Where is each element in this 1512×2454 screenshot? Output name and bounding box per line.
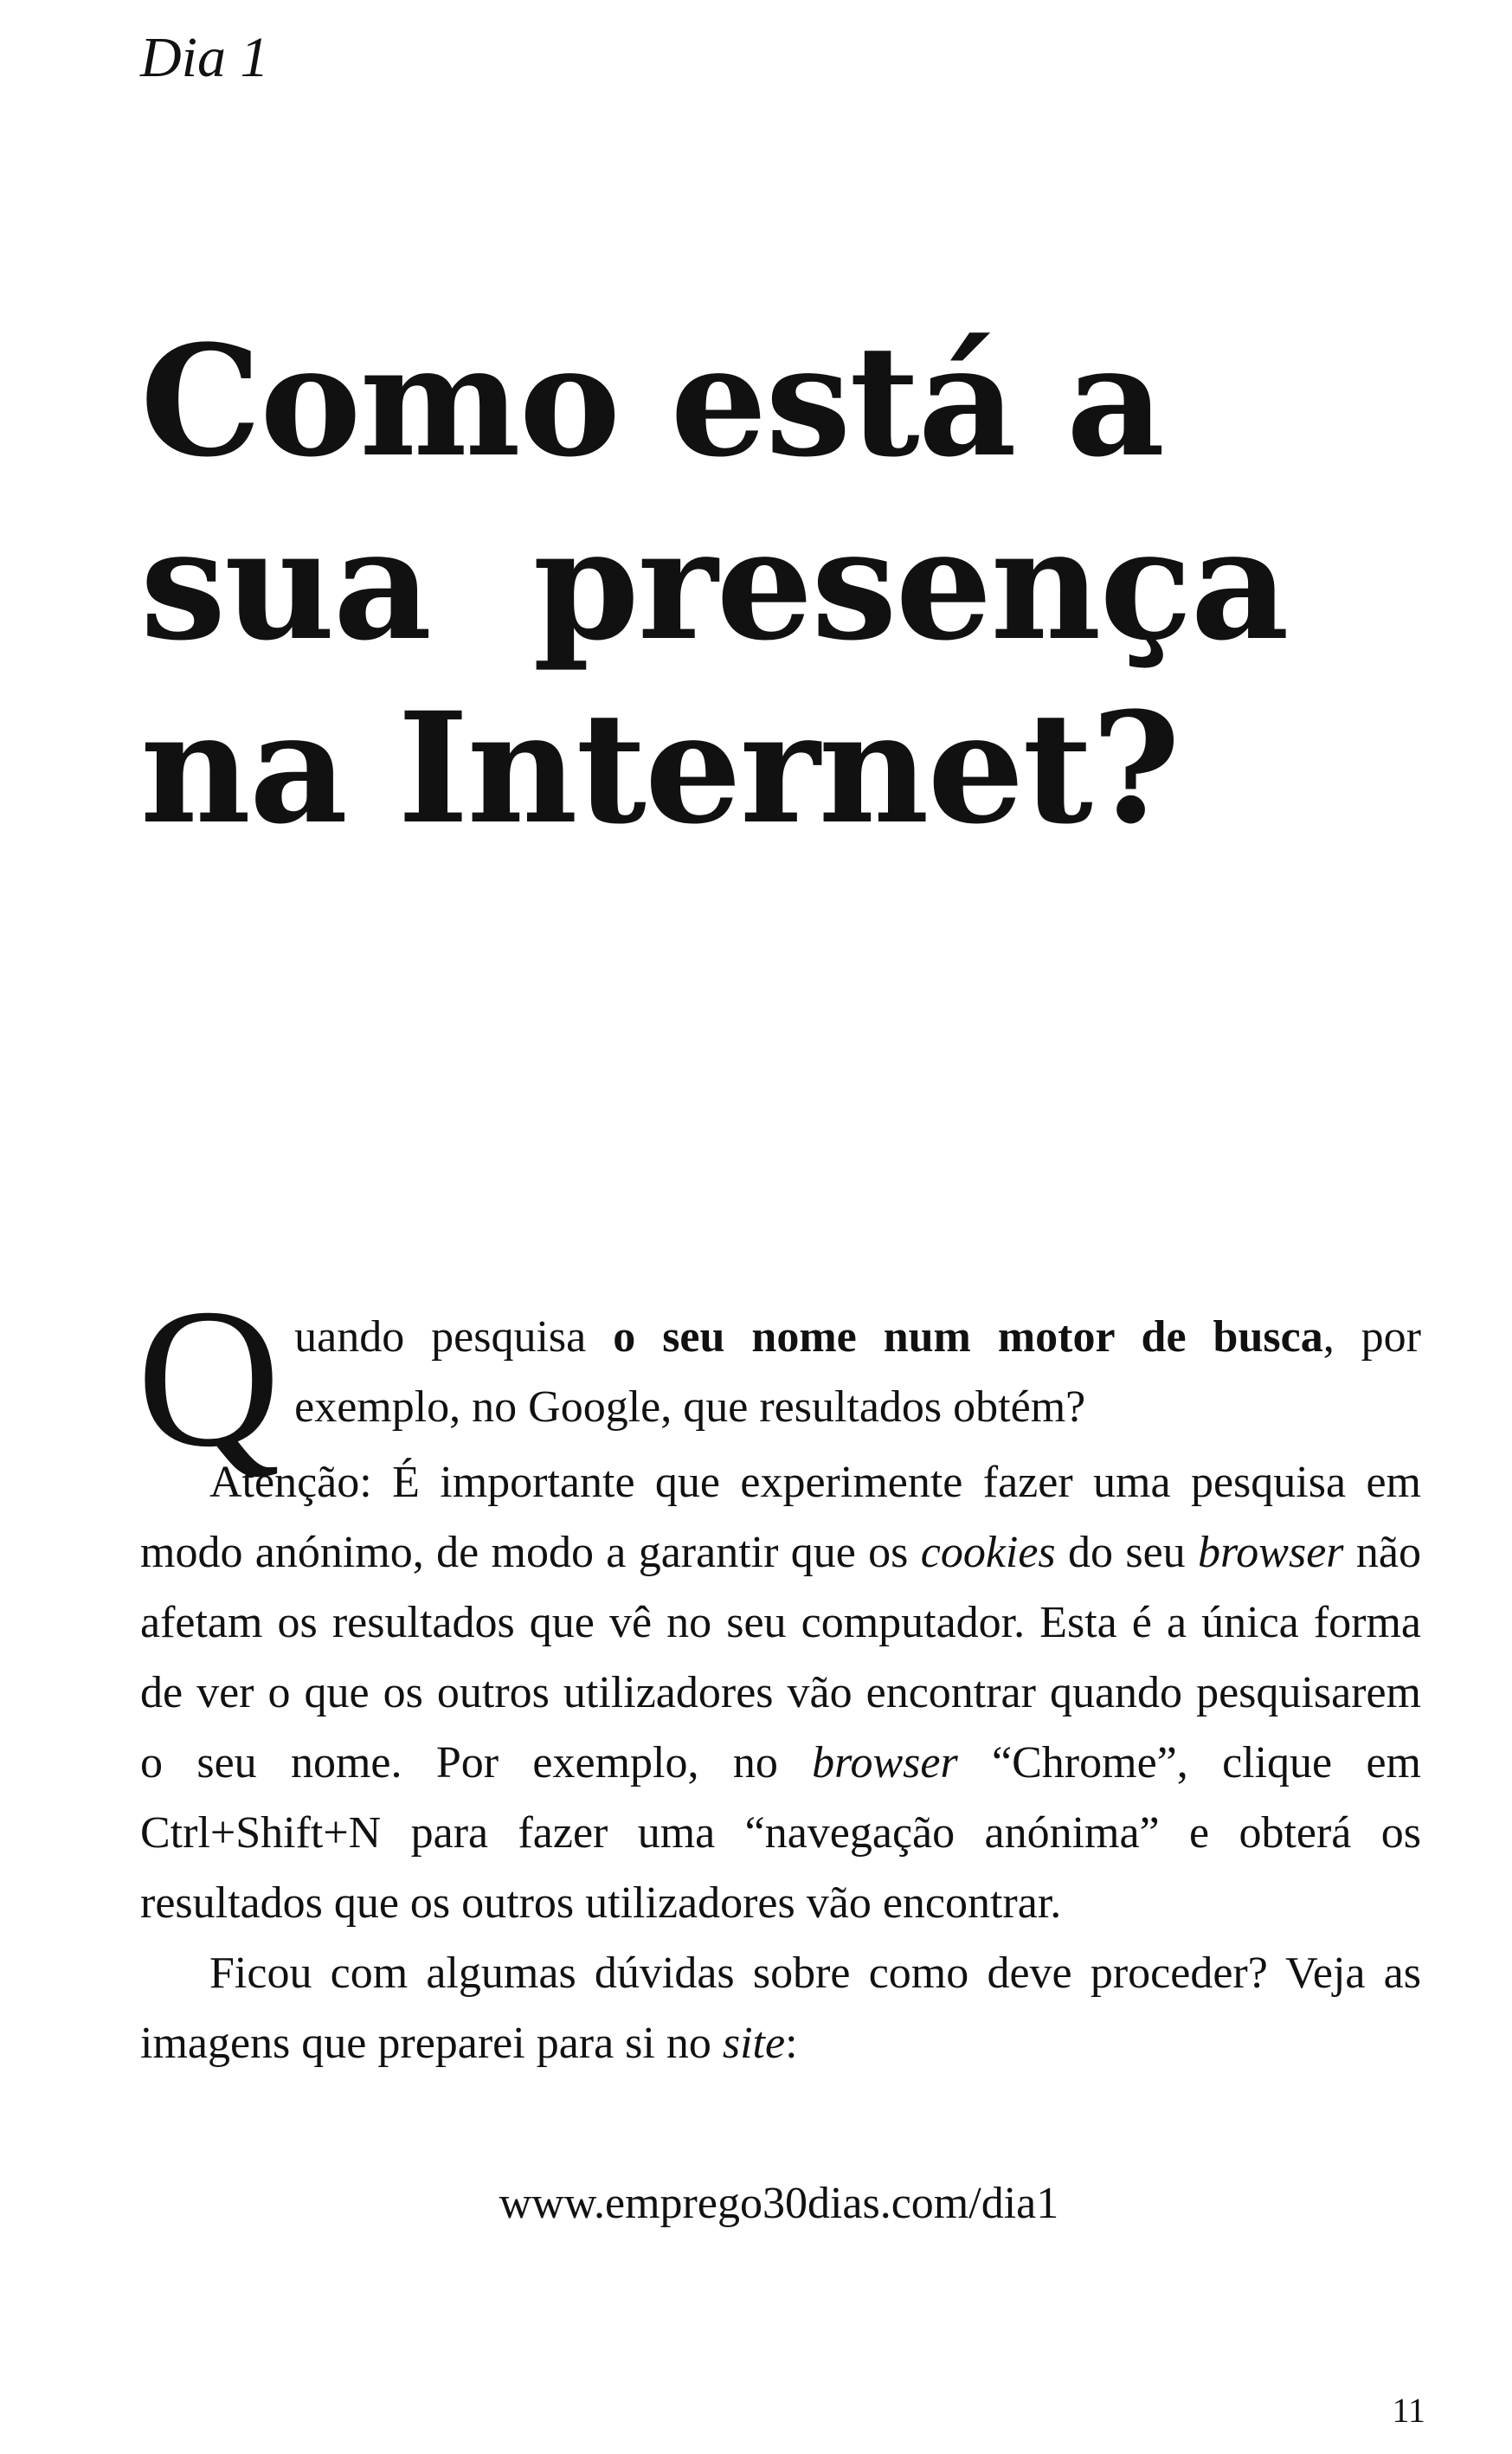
intro-bold-text: o seu nome num motor de busca [613,1312,1323,1362]
attention-italic-browser: browser [1198,1528,1344,1577]
attention-text-2: do seu [1055,1528,1198,1577]
paragraph-intro [137,1267,1421,1488]
body-text [137,1267,1421,2078]
intro-text-end: , por exemplo, no Google, que resultados obtém? [294,1312,1421,1432]
attention-italic-browser-2: browser [812,1738,958,1787]
paragraph-attention [140,1447,1421,1938]
intro-text-start: uando pesquisa [294,1312,614,1362]
title-line-3: na Internet? [140,679,1179,858]
attention-text-1: Atenção: É importante que experimente fazer uma pesquisa em modo anónimo, de modo a garantir que os [140,1458,1421,1577]
page-number: 11 [1392,2391,1425,2430]
title-line-2: sua presença [140,495,1288,674]
attention-italic-cookies: cookies [920,1528,1056,1577]
doubts-italic-site: site [722,2019,786,2068]
drop-cap: Q [137,1267,281,1488]
attention-text-4: “Chrome”, clique em Ctrl+Shift+N para fazer uma “navegação anónima” e obterá os resultados que os outros utilizadores vão encontrar. [140,1738,1421,1928]
doubts-text-1: Ficou com algumas dúvidas sobre como deve proceder? Veja as imagens que preparei para si no [140,1948,1421,2068]
website-url: www.emprego30dias.com/dia1 [499,2179,1059,2228]
chapter-header: Dia 1 [140,26,269,89]
doubts-text-2: : [785,2019,798,2068]
paragraph-doubts [140,1938,1421,2078]
page-title [140,310,1352,860]
attention-text-3: não afetam os resultados que vê no seu computador. Esta é a única forma de ver o que os outros utilizadores vão encontrar quando pesquisarem o seu nome. Por exemplo, no [140,1528,1421,1787]
title-line-1: Como está a [140,312,1164,491]
